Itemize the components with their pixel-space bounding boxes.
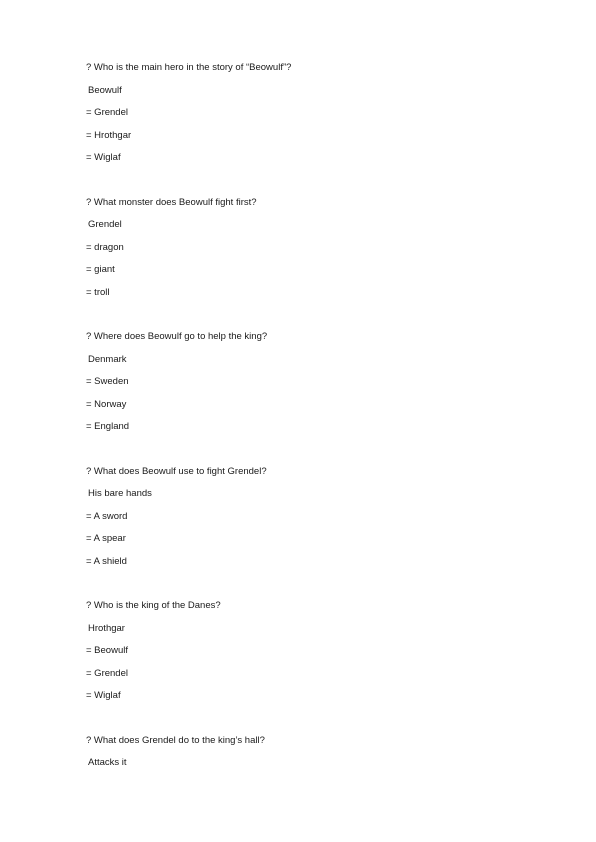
correct-answer: Beowulf — [88, 84, 122, 96]
distractor-option: = dragon — [86, 241, 124, 253]
question-text: ? Where does Beowulf go to help the king? — [86, 331, 268, 342]
correct-answer: Hrothgar — [88, 622, 125, 634]
distractor-option: = Norway — [86, 398, 127, 410]
question-block — [86, 192, 526, 305]
distractor-option: = Wiglaf — [86, 690, 121, 701]
question-block — [86, 730, 526, 775]
question-text: ? What monster does Beowulf fight first? — [86, 196, 257, 208]
distractor-option: = Beowulf — [86, 645, 128, 656]
distractor-option: = Grendel — [86, 107, 128, 118]
distractor-option: = Sweden — [86, 376, 129, 387]
question-text: ? Who is the main hero in the story of “Beowulf”? — [86, 62, 292, 73]
distractor-option: = Grendel — [86, 667, 128, 679]
distractor-option: = giant — [86, 264, 115, 275]
distractor-option: = troll — [86, 286, 110, 298]
correct-answer: Denmark — [88, 353, 127, 365]
distractor-option: = Hrothgar — [86, 129, 132, 141]
correct-answer: Grendel — [88, 219, 122, 230]
question-text: ? What does Grendel do to the king’s hall? — [86, 734, 265, 746]
question-block — [86, 461, 526, 574]
correct-answer: His bare hands — [88, 488, 152, 499]
quiz-content — [86, 57, 526, 797]
distractor-option: = A spear — [86, 533, 126, 544]
distractor-option: = Wiglaf — [86, 152, 121, 163]
question-text: ? What does Beowulf use to fight Grendel? — [86, 465, 267, 477]
distractor-option: = A shield — [86, 555, 127, 567]
distractor-option: = England — [86, 421, 130, 432]
correct-answer: Attacks it — [88, 757, 127, 768]
question-text: ? Who is the king of the Danes? — [86, 600, 221, 611]
distractor-option: = A sword — [86, 510, 128, 522]
question-block — [86, 326, 526, 439]
question-block — [86, 57, 526, 170]
question-block — [86, 595, 526, 708]
